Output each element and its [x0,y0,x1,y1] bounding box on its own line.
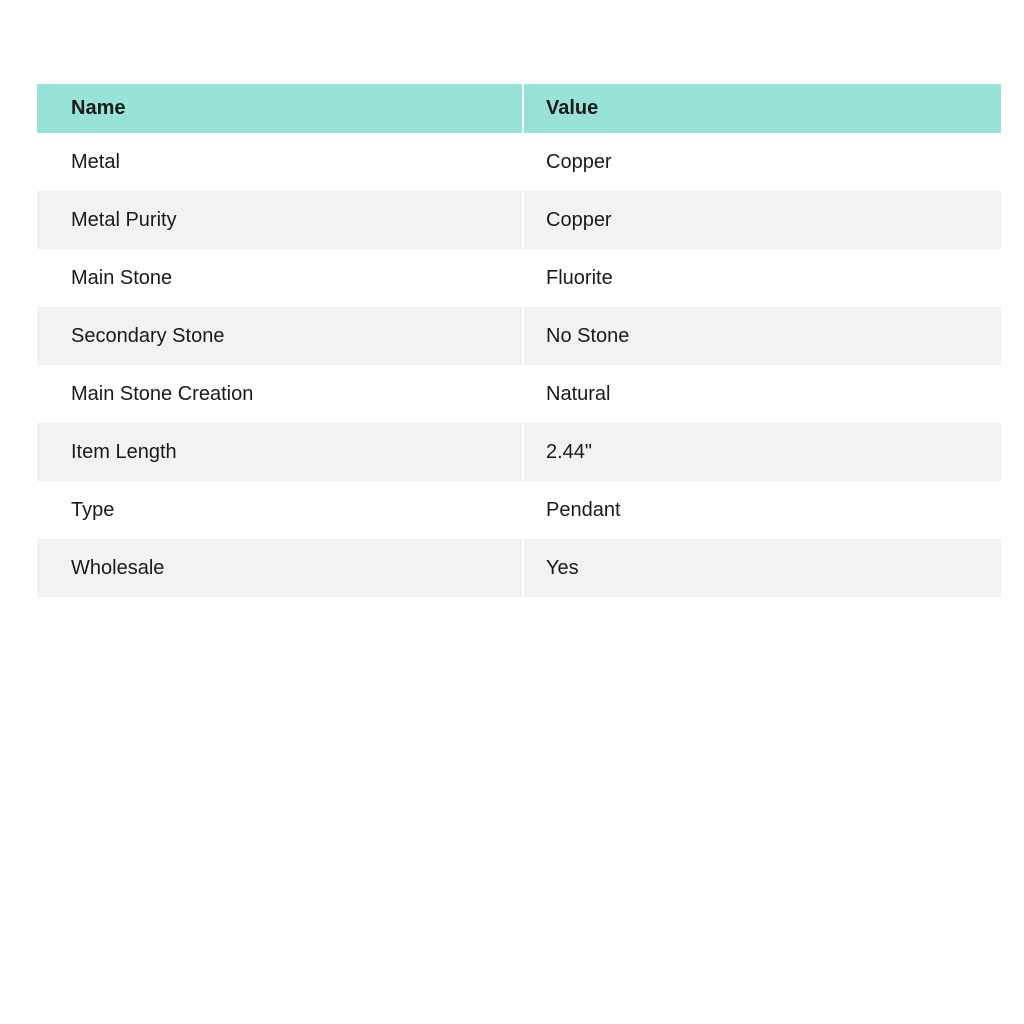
table-row [37,249,1001,307]
table-row [37,365,1001,423]
table-header-row [37,84,1001,133]
row-name-cell: Main Stone [37,249,524,307]
row-name-cell: Metal [37,133,524,191]
row-name-cell: Wholesale [37,539,524,597]
table-row [37,191,1001,249]
table-row [37,481,1001,539]
row-value-cell: No Stone [546,324,630,347]
row-value-cell: Yes [546,556,579,579]
row-value-cell: Pendant [546,498,621,521]
row-name-cell: Type [37,481,524,539]
header-cell-name: Name [37,84,524,133]
table-row [37,423,1001,481]
table-row [37,133,1001,191]
row-name-cell: Item Length [37,423,524,481]
row-value-cell: Copper [546,208,612,231]
attributes-table [37,84,1001,597]
table-row [37,307,1001,365]
row-value-cell: 2.44" [546,440,593,463]
row-value-cell: Natural [546,382,611,405]
header-cell-value: Value [546,97,599,119]
row-value-cell: Fluorite [546,266,613,289]
row-name-cell: Main Stone Creation [37,365,524,423]
row-value-cell: Copper [546,150,612,173]
row-name-cell: Metal Purity [37,191,524,249]
table-row [37,539,1001,597]
row-name-cell: Secondary Stone [37,307,524,365]
